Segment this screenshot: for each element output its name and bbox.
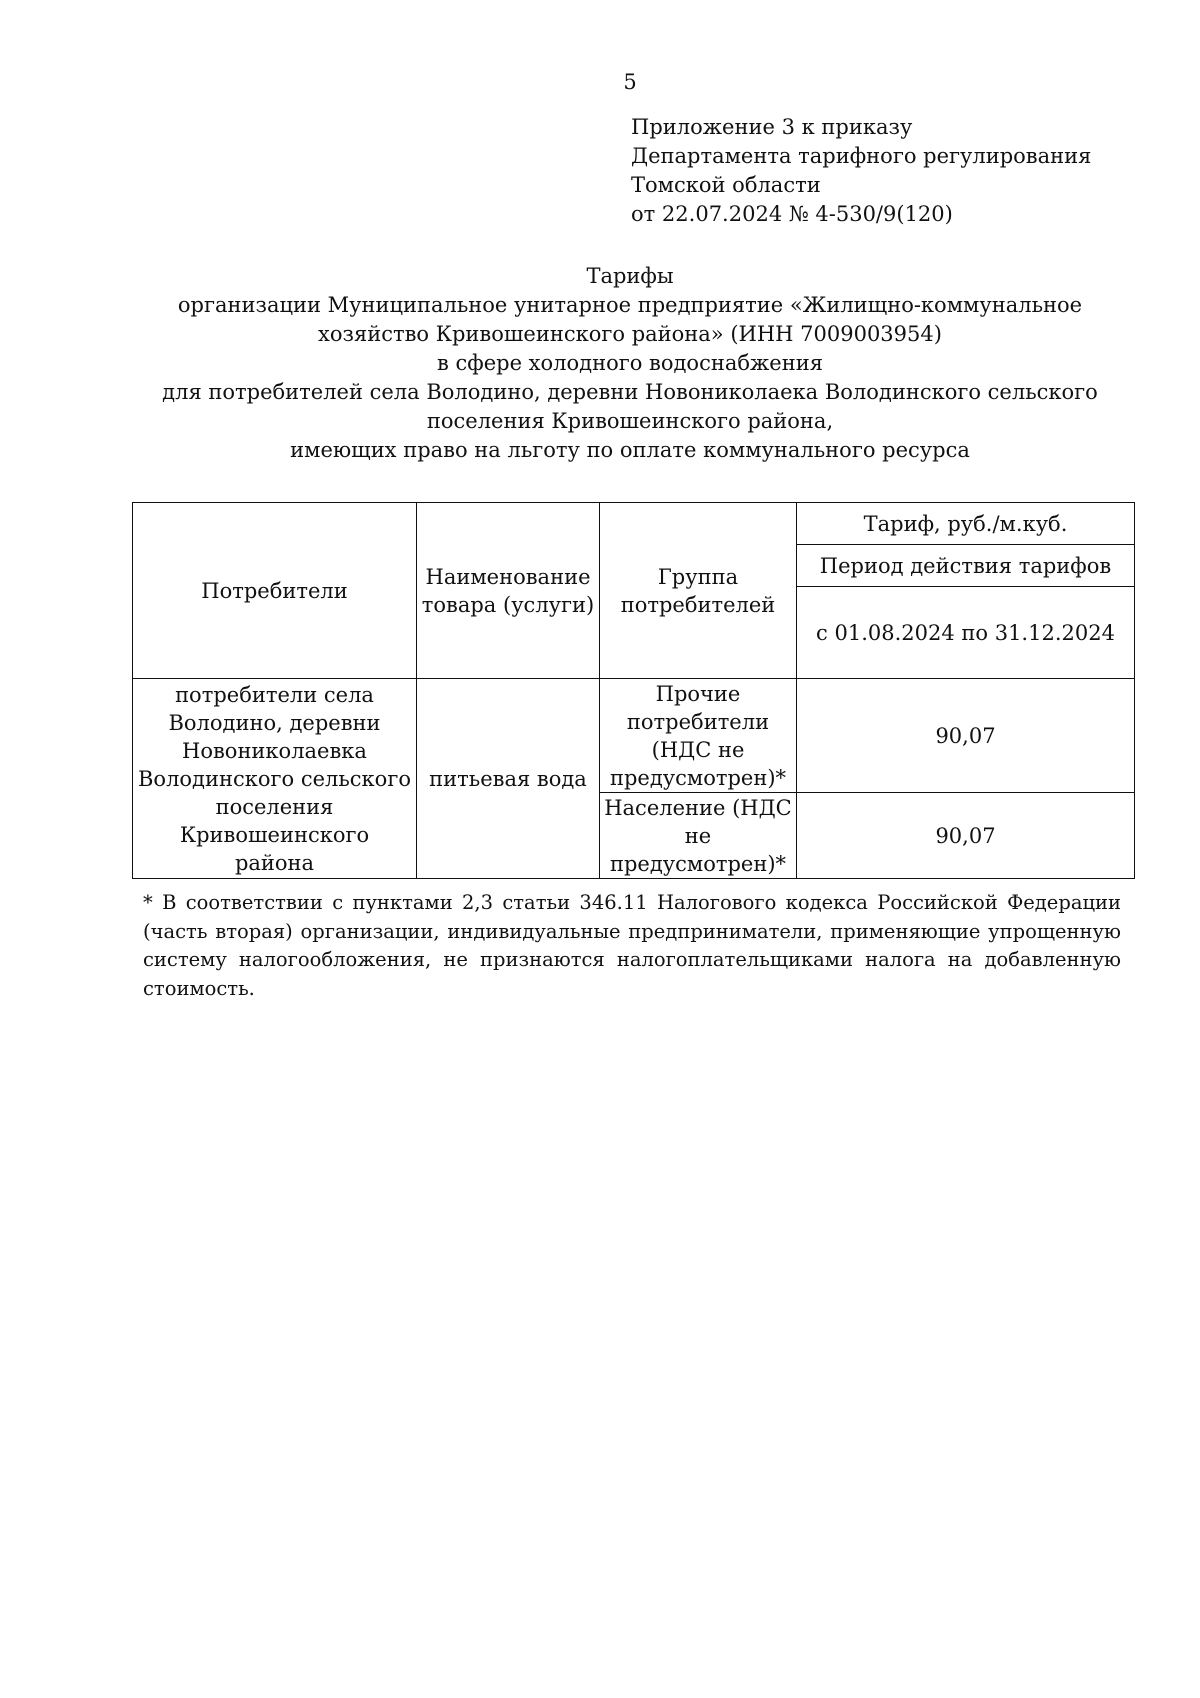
title-line: для потребителей села Володино, деревни Новониколаека Володинского сельского bbox=[162, 380, 1098, 404]
footnote bbox=[143, 889, 1121, 1003]
header-product: Наименование товара (услуги) bbox=[417, 503, 600, 679]
appendix-header bbox=[631, 113, 1091, 229]
title-line: поселения Кривошеинского района, bbox=[426, 409, 834, 433]
page-number: 5 bbox=[623, 70, 637, 94]
consumers-cell: потребители села Володино, деревни Новониколаевка Володинского сельского поселения Кривошеинского района bbox=[133, 679, 417, 879]
title-line: Тарифы bbox=[586, 264, 674, 288]
group-cell: Население (НДС не предусмотрен)* bbox=[600, 793, 797, 879]
title-line: хозяйство Кривошеинского района» (ИНН 7009003954) bbox=[318, 322, 942, 346]
appendix-line: Томской области bbox=[631, 173, 821, 197]
group-cell: Прочие потребители (НДС не предусмотрен)* bbox=[600, 679, 797, 793]
tariff-cell: 90,07 bbox=[797, 793, 1135, 879]
document-title bbox=[130, 262, 1130, 465]
footnote-line: систему налогообложения, не признаются налогоплательщиками налога на добавленную bbox=[143, 948, 1121, 971]
header-period: с 01.08.2024 по 31.12.2024 bbox=[797, 587, 1135, 679]
footnote-line: (часть вторая) организации, индивидуальные предприниматели, применяющие упрощенную bbox=[143, 919, 1121, 943]
product-cell: питьевая вода bbox=[417, 679, 600, 879]
header-group: Группа потребителей bbox=[600, 503, 797, 679]
header-tariff: Тариф, руб./м.куб. bbox=[797, 503, 1135, 545]
title-line: организации Муниципальное унитарное предприятие «Жилищно-коммунальное bbox=[177, 293, 1083, 317]
header-period-label: Период действия тарифов bbox=[797, 545, 1135, 587]
footnote-line: стоимость. bbox=[143, 976, 255, 1000]
header-consumers: Потребители bbox=[133, 503, 417, 679]
appendix-line: Департамента тарифного регулирования bbox=[631, 144, 1092, 168]
footnote-line: * В соответствии с пунктами 2,3 статьи 346.11 Налогового кодекса Российской Федерации bbox=[143, 891, 1121, 914]
tariff-cell: 90,07 bbox=[797, 679, 1135, 793]
appendix-line: Приложение 3 к приказу bbox=[631, 115, 913, 139]
title-line: в сфере холодного водоснабжения bbox=[437, 351, 823, 375]
appendix-line: от 22.07.2024 № 4-530/9(120) bbox=[631, 202, 953, 226]
tariff-table bbox=[132, 502, 1135, 879]
title-line: имеющих право на льготу по оплате коммунального ресурса bbox=[290, 438, 970, 462]
